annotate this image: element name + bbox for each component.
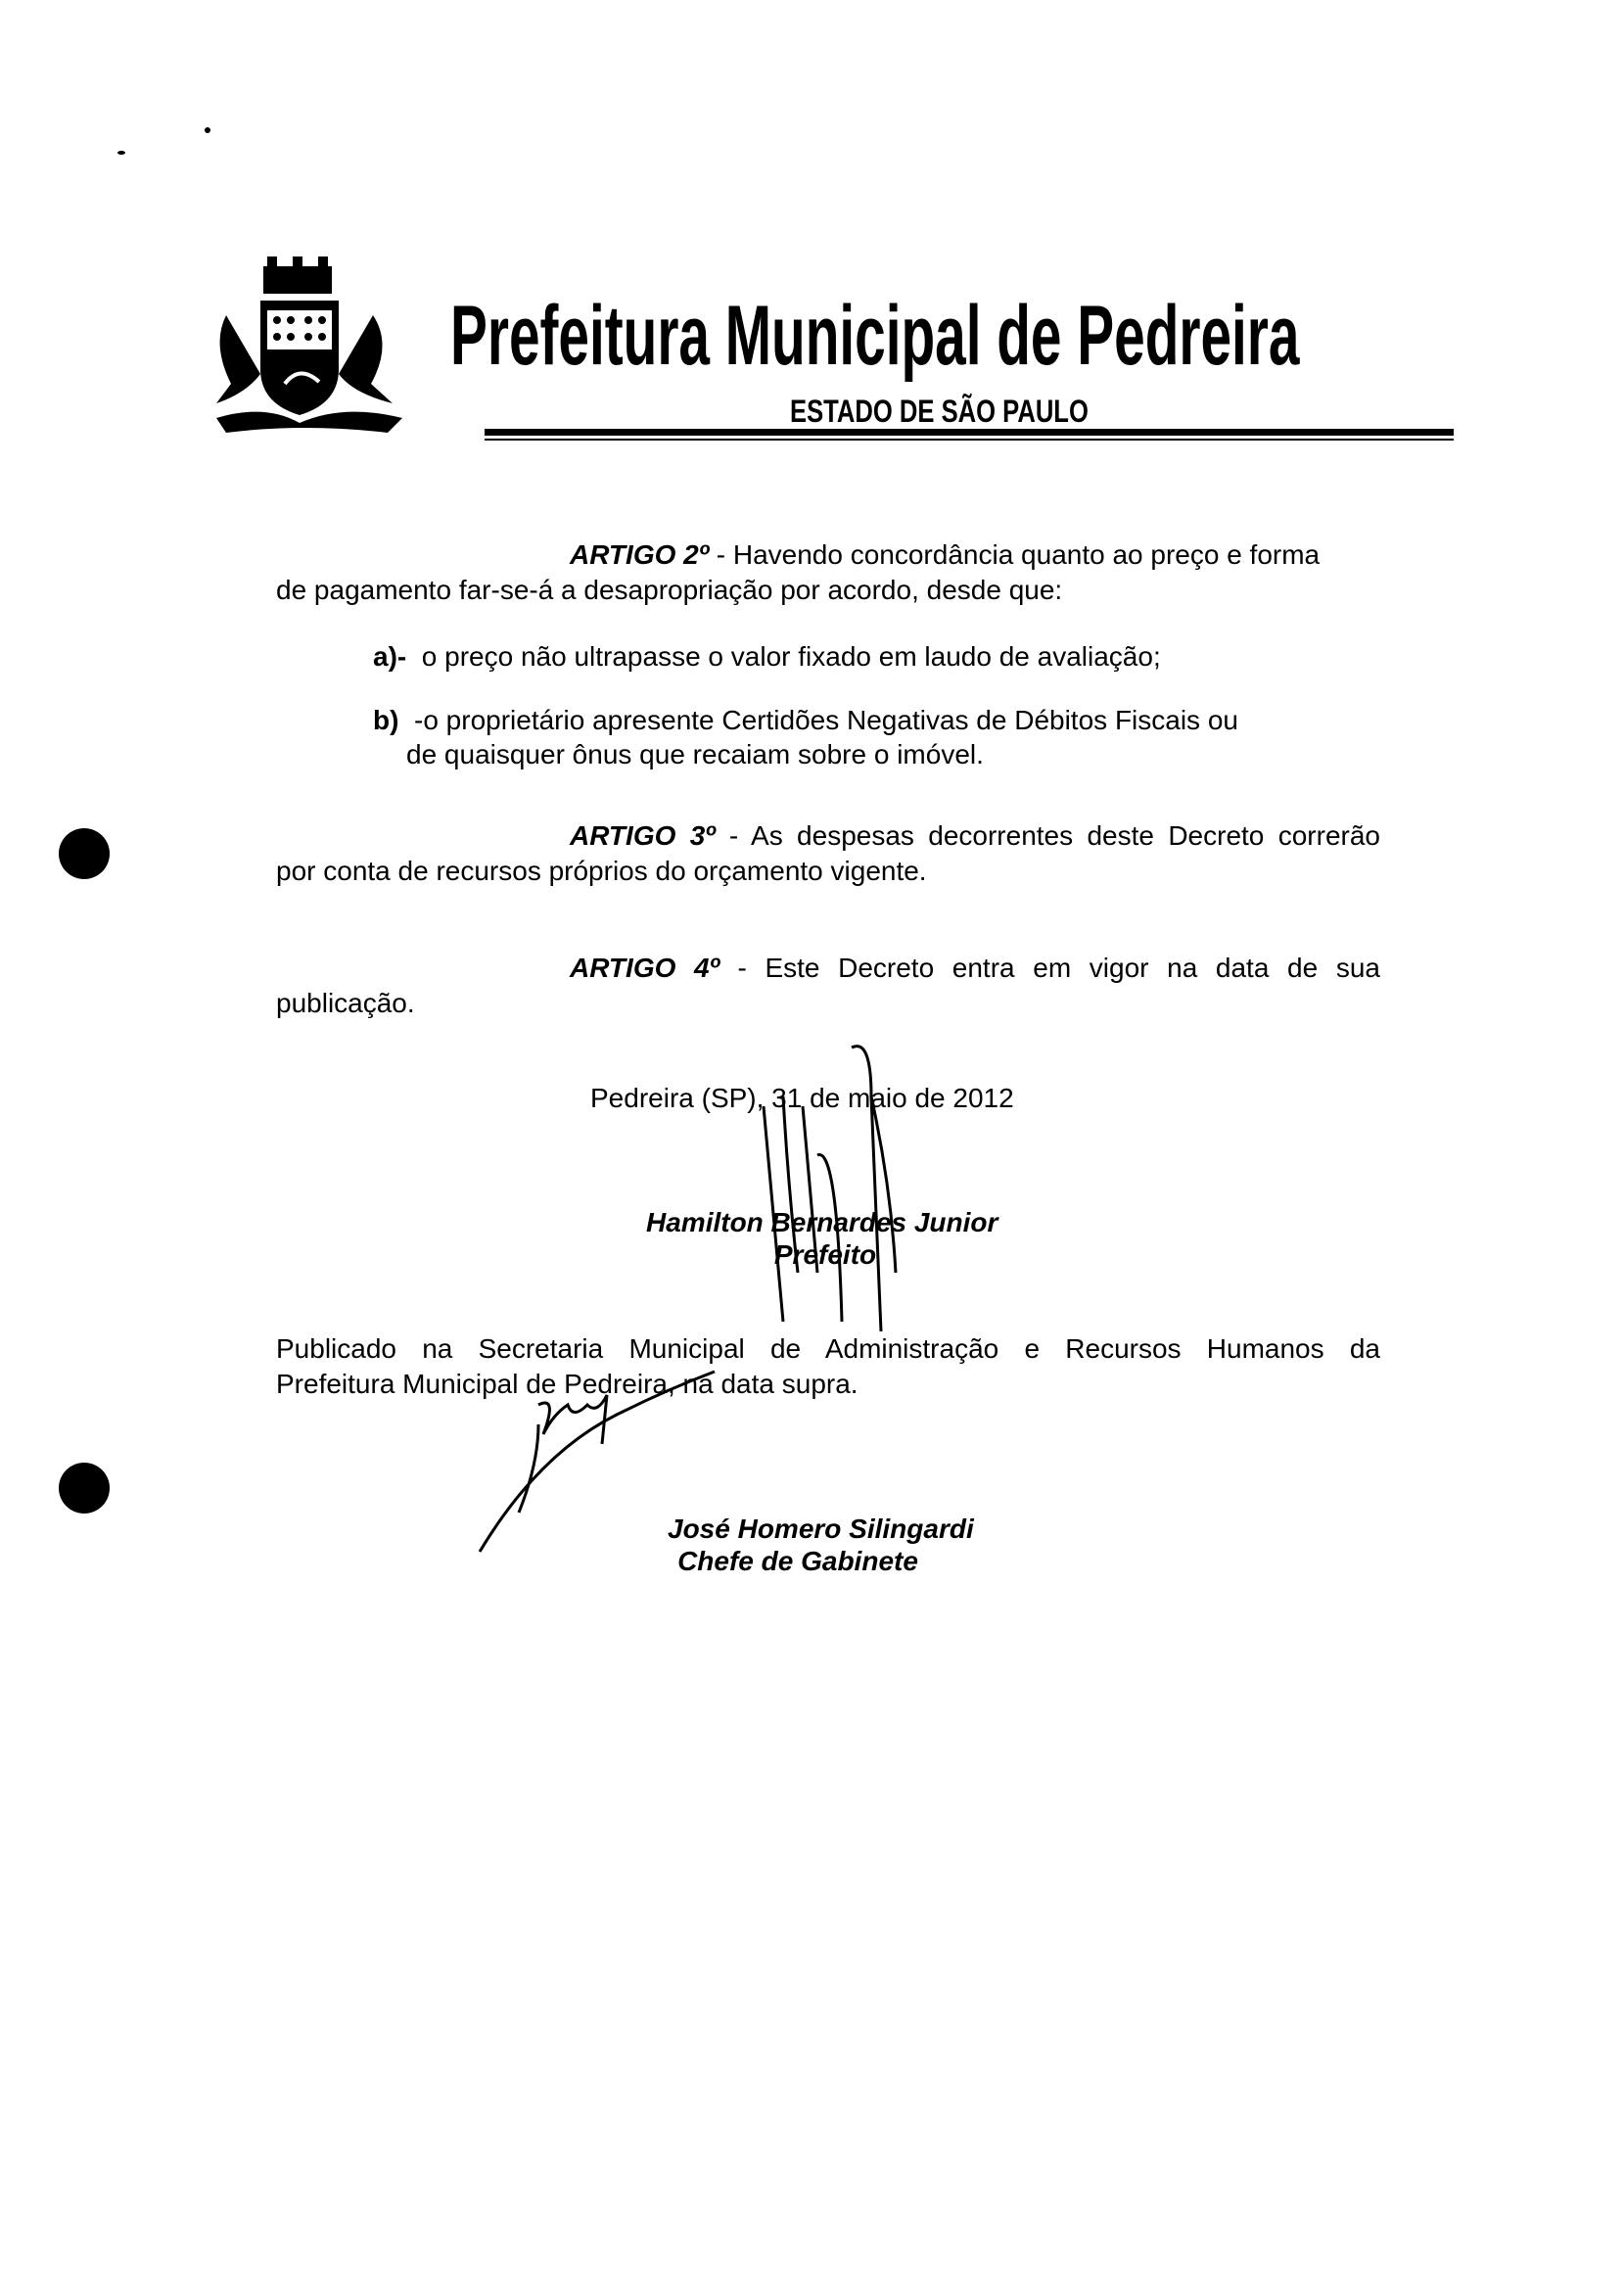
article-4-line2: publicação. <box>276 988 415 1018</box>
date-line: Pedreira (SP), 31 de maio de 2012 <box>590 1083 1014 1113</box>
municipality-title: Prefeitura Municipal de Pedreira <box>450 289 1300 383</box>
article-label: ARTIGO 3º <box>570 820 716 851</box>
article-text: - Este Decreto entra em vigor na data de sua <box>719 953 1380 983</box>
signature-mayor <box>744 1038 920 1331</box>
scan-speck <box>205 127 210 133</box>
header-rule <box>485 429 1454 436</box>
item-marker: b) <box>373 705 399 735</box>
article-text: - Havendo concordância quanto ao preço e forma <box>708 539 1321 570</box>
publication-line1: Publicado na Secretaria Municipal de Administração e Recursos Humanos da <box>276 1333 1380 1364</box>
page-title <box>450 289 1624 383</box>
item-text: o preço não ultrapasse o valor fixado em laudo de avaliação; <box>421 641 1161 672</box>
article-label: ARTIGO 2º <box>570 539 709 570</box>
signer1-name: Hamilton Bernardes Junior <box>646 1207 998 1237</box>
coat-of-arms-icon <box>207 256 407 438</box>
item-text: -o proprietário apresente Certidões Negativas de Débitos Fiscais ou <box>414 705 1238 735</box>
scan-speck <box>117 151 125 155</box>
article-3-line2: por conta de recursos próprios do orçamento vigente. <box>276 856 927 886</box>
item-b-line2: de quaisquer ônus que recaiam sobre o imóvel. <box>406 739 984 769</box>
punch-hole-mark <box>59 1463 110 1514</box>
signer2-role: Chefe de Gabinete <box>677 1546 918 1576</box>
item-b <box>373 707 1238 734</box>
punch-hole-mark <box>59 828 110 879</box>
article-text: - As despesas decorrentes deste Decreto correrão <box>715 820 1380 851</box>
article-2-line1 <box>570 541 1320 569</box>
state-subtitle: ESTADO DE SÃO PAULO <box>790 394 1089 429</box>
item-a <box>373 643 1161 671</box>
signer1-role: Prefeito <box>773 1239 877 1270</box>
article-3-line1 <box>276 822 1380 850</box>
publication-line2: Prefeitura Municipal de Pedreira, na data supra. <box>276 1369 858 1399</box>
article-label: ARTIGO 4º <box>570 953 719 983</box>
article-2-line2: de pagamento far-se-á a desapropriação por acordo, desde que: <box>276 575 1063 605</box>
article-4-line1 <box>276 955 1380 982</box>
header-rule-thin <box>485 439 1454 441</box>
signer2-name: José Homero Silingardi <box>668 1514 974 1544</box>
item-marker: a)- <box>373 641 407 672</box>
page-subtitle <box>790 396 1163 427</box>
